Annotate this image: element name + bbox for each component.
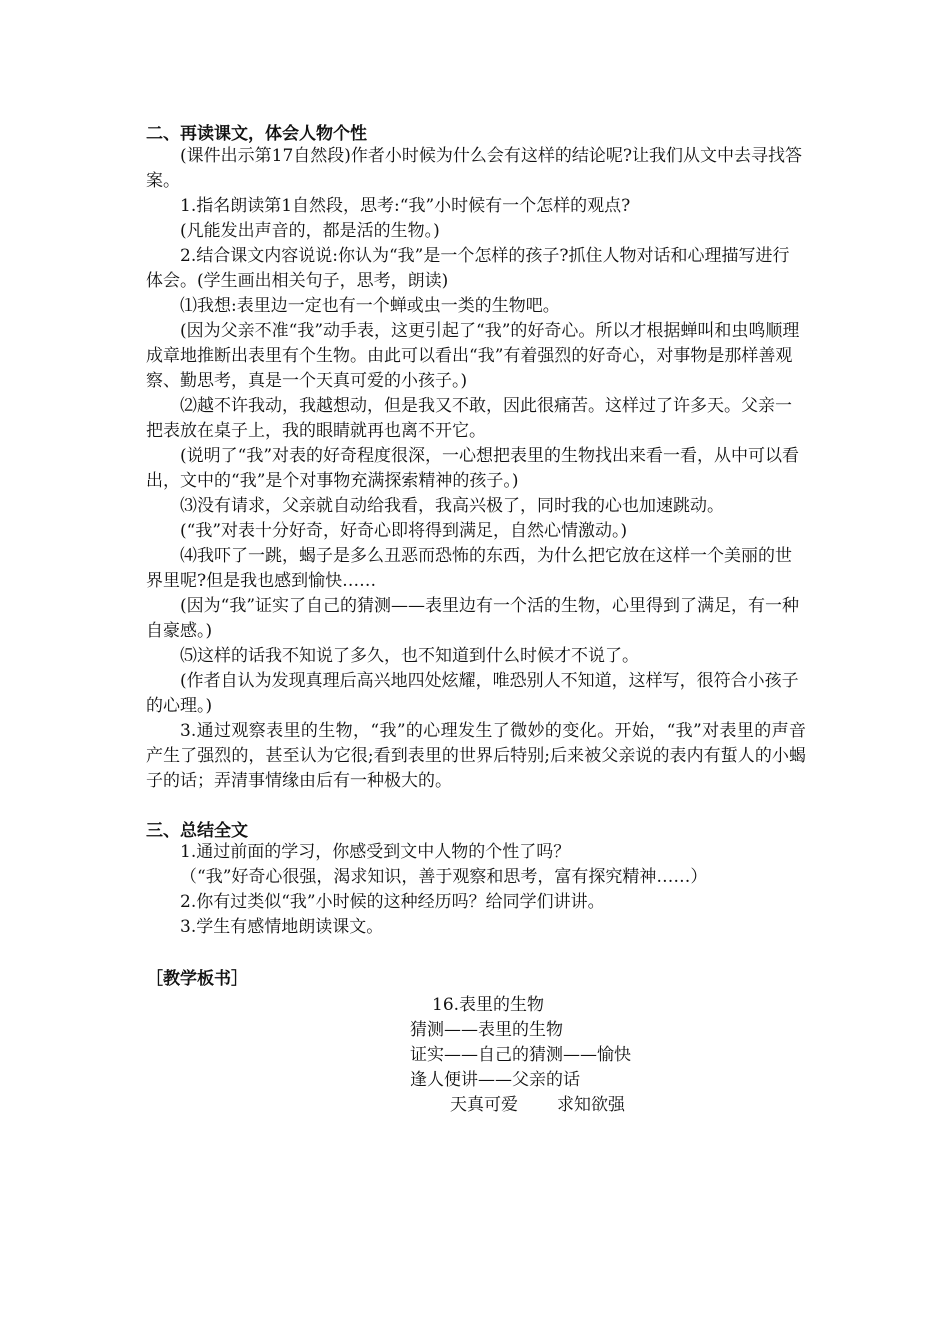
s2-paragraph-3: (凡能发出声音的，都是活的生物。) xyxy=(180,221,440,241)
s2-paragraph-8: (说明了“我”对表的好奇程度很深，一心想把表里的生物找出来看一看，从中可以看出，文中的“我”是个对事物充满探索精神的孩子。) xyxy=(146,446,800,491)
section-3-title: 三、总结全文 xyxy=(146,821,248,841)
s2-paragraph-5: ⑴我想:表里边一定也有一个蝉或虫一类的生物吧。 xyxy=(180,296,560,316)
s2-paragraph-14: (作者自认为发现真理后高兴地四处炫耀，唯恐别人不知道，这样写，很符合小孩子的心理。) xyxy=(146,671,799,716)
s3-paragraph-1: 1.通过前面的学习，你感受到文中人物的个性了吗？ xyxy=(180,842,571,862)
s2-paragraph-15: 3.通过观察表里的生物，“我”的心理发生了微妙的变化。开始，“我”对表里的声音产生了强烈的，甚至认为它很;看到表里的世界后特别;后来被父亲说的表内有蜇人的小蝎子的话；弄清事情缘由后有一种极大的。 xyxy=(146,721,806,791)
s2-paragraph-6: (因为父亲不准“我”动手表，这更引起了“我”的好奇心。所以才根据蝉叫和虫鸣顺理成章地推断出表里有个生物。由此可以看出“我”有着强烈的好奇心，对事物是那样善观察、勤思考，真是一个天真可爱的小孩子。) xyxy=(146,321,800,391)
s2-paragraph-10: (“我”对表十分好奇，好奇心即将得到满足，自然心情激动。) xyxy=(180,521,628,541)
board-trait-2: 求知欲强 xyxy=(557,1095,625,1115)
s3-paragraph-3: 2.你有过类似“我”小时候的这种经历吗？给同学们讲讲。 xyxy=(180,892,605,912)
board-heading: 16.表里的生物 xyxy=(432,995,545,1015)
section-2-title: 二、再读课文，体会人物个性 xyxy=(146,124,367,144)
s2-paragraph-12: (因为“我”证实了自己的猜测——表里边有一个活的生物，心里得到了满足，有一种自豪感。) xyxy=(146,596,800,641)
board-title: ［教学板书］ xyxy=(146,969,248,989)
s3-paragraph-2: （“我”好奇心很强，渴求知识，善于观察和思考，富有探究精神……） xyxy=(180,867,708,887)
board-line-2: 证实——自己的猜测——愉快 xyxy=(410,1045,631,1065)
s2-paragraph-7: ⑵越不许我动，我越想动，但是我又不敢，因此很痛苦。这样过了许多天。父亲一把表放在桌子上，我的眼睛就再也离不开它。 xyxy=(146,396,792,441)
s2-paragraph-11: ⑷我吓了一跳，蝎子是多么丑恶而恐怖的东西，为什么把它放在这样一个美丽的世界里呢?但是我也感到愉快…… xyxy=(146,546,792,591)
s3-paragraph-4: 3.学生有感情地朗读课文。 xyxy=(180,917,384,937)
s2-paragraph-2: 1.指名朗读第1自然段，思考:“我”小时候有一个怎样的观点? xyxy=(180,196,631,216)
s2-paragraph-1: (课件出示第17自然段)作者小时候为什么会有这样的结论呢?让我们从文中去寻找答案。 xyxy=(146,146,803,191)
board-line-1: 猜测——表里的生物 xyxy=(410,1020,563,1040)
board-trait-1: 天真可爱 xyxy=(450,1095,518,1115)
s2-paragraph-4: 2.结合课文内容说说:你认为“我”是一个怎样的孩子?抓住人物对话和心理描写进行体会。(学生画出相关句子，思考，朗读) xyxy=(146,246,790,291)
board-line-3: 逢人便讲——父亲的话 xyxy=(410,1070,580,1090)
s2-paragraph-9: ⑶没有请求，父亲就自动给我看，我高兴极了，同时我的心也加速跳动。 xyxy=(180,496,724,516)
s2-paragraph-13: ⑸这样的话我不知说了多久，也不知道到什么时候才不说了。 xyxy=(180,646,639,666)
